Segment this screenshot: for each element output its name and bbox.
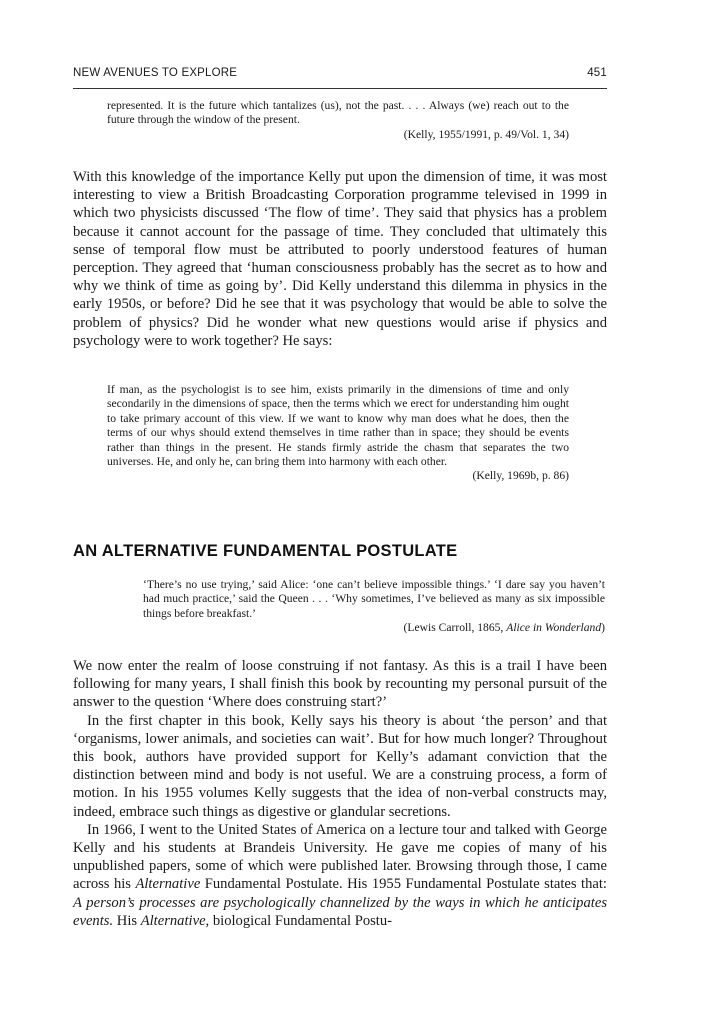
block-quote-text: If man, as the psychologist is to see him, exists primarily in the dimensions of time and only secondarily in the dimensions of space, then the terms which we erect for understanding him ought to take primary account of this view. If we want to know why man does what he does, then the terms of our whys should extend themselves in time rather than in space; they should be events rather than things in the present. He stands firmly astride the chasm that separates the two universes. He, and only he, can bring them into harmony with each other. <box>107 383 569 469</box>
epigraph-citation-suffix: ) <box>601 621 605 635</box>
text-run-italic: A person’s processes are psychologically channelized by the ways in which he anticipates events. <box>73 894 607 929</box>
section-heading: AN ALTERNATIVE FUNDAMENTAL POSTULATE <box>73 542 458 560</box>
text-run: His <box>113 912 141 929</box>
epigraph-alice <box>143 578 605 636</box>
epigraph-citation-title: Alice in Wonderland <box>506 621 602 635</box>
block-quote-text: represented. It is the future which tantalizes (us), not the past. . . . Always (we) reach out to the future through the window of the present. <box>107 99 569 127</box>
paragraph-loose-construing: We now enter the realm of loose construing if not fantasy. As this is a trail I have been following for many years, I shall finish this book by recounting my personal pursuit of the answer to the question ‘Where does construing start?’ <box>73 658 607 711</box>
block-quote-kelly-1955 <box>107 99 569 142</box>
body-text-upper <box>73 168 607 350</box>
paragraph-time-physics: With this knowledge of the importance Kelly put upon the dimension of time, it was most interesting to view a British Broadcasting Corporation programme televised in 1999 in which two physicists discussed ‘The flow of time’. They said that physics has a problem because it cannot account for the passage of time. They concluded that ultimately this sense of temporal flow must be attributed to poorly understood features of human perception. They agreed that ‘human consciousness probably has the secret as to how and why we think of time as going by’. Did Kelly understand this dilemma in physics in the early 1950s, or before? Did he see that it was psychology that would be able to solve the problem of physics? Did he wonder what new questions would arise if physics and psychology were to work together? He says: <box>73 169 607 349</box>
text-run-italic: Alternative <box>135 876 201 893</box>
epigraph-citation <box>143 621 605 635</box>
text-run: , biological Fundamental Postu- <box>205 912 393 929</box>
epigraph-text: ‘There’s no use trying,’ said Alice: ‘one can’t believe impossible things.’ ‘I dare say you haven’t had much practice,’ said the Queen . . . ‘Why sometimes, I’ve believed as many as six impossible things before breakfast.’ <box>143 578 605 620</box>
body-text-lower <box>73 657 607 930</box>
text-run: Fundamental Postulate. His 1955 Fundamental Postulate states that: <box>200 876 607 893</box>
header-rule <box>73 88 607 89</box>
paragraph-first-chapter: In the first chapter in this book, Kelly says his theory is about ‘the person’ and that ‘organisms, lower animals, and societies can wait’. But for how much longer? Throughout this book, authors have provided support for Kelly’s adamant conviction that the distinction between mind and body is not useful. We are a construing process, a form of motion. In his 1955 volumes Kelly suggests that the idea of non-verbal constructs may, indeed, embrace such things as digestive or glandular secretions. <box>73 712 607 820</box>
block-quote-citation: (Kelly, 1969b, p. 86) <box>472 469 569 483</box>
block-quote-kelly-1969 <box>107 383 569 484</box>
block-quote-citation: (Kelly, 1955/1991, p. 49/Vol. 1, 34) <box>403 127 569 141</box>
paragraph-1966-tour <box>73 821 607 930</box>
text-run: In 1966, I went to the United States of America on a lecture tour and talked with George Kelly and his students at Brandeis University. He gave me copies of many of his unpublished papers, some of which were published later. Browsing through those, I came across his <box>73 821 607 893</box>
page-number: 451 <box>587 67 607 79</box>
epigraph-citation-prefix: (Lewis Carroll, 1865, <box>403 621 507 635</box>
text-run-italic: Alternative <box>140 912 206 929</box>
running-title: NEW AVENUES TO EXPLORE <box>73 67 238 79</box>
